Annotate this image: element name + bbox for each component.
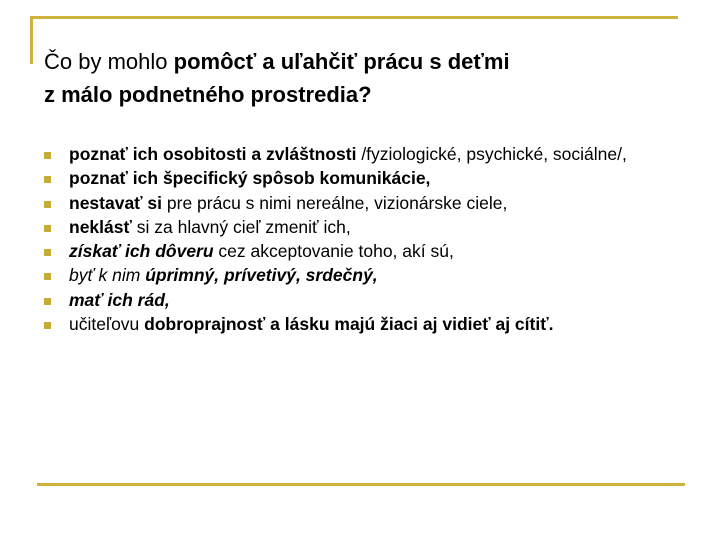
bullet-text: cez akceptovanie toho, akí sú, [213, 241, 454, 262]
bullet-item [44, 289, 684, 312]
bullet-text: dobroprajnosť a lásku majú žiaci aj vidieť aj cítiť. [144, 314, 554, 335]
bullet-text: získať ich dôveru [69, 241, 214, 262]
bullet-text: pre prácu s nimi nereálne, vizionárske ciele, [162, 192, 508, 213]
bullet-text: neklásť [69, 216, 132, 237]
bullet-text: nestavať si [69, 192, 163, 213]
slide-title-emphasis: pomôcť a uľahčiť prácu s deťmi [173, 49, 510, 74]
frame-top-rule [30, 16, 678, 19]
slide-title-line-2: z málo podnetného prostredia? [44, 82, 372, 107]
bullet-text: mať ich rád, [69, 289, 170, 310]
bullet-text: poznať ich špecifický spôsob komunikácie, [69, 168, 431, 189]
bullet-square-icon [44, 152, 51, 159]
bullet-square-icon [44, 201, 51, 208]
bullet-item [44, 216, 684, 239]
bullet-text: /fyziologické, psychické, sociálne/, [356, 144, 627, 164]
slide-title-prefix: Čo by mohlo [44, 49, 174, 74]
bullet-item [44, 192, 684, 215]
bullet-list [44, 143, 684, 337]
bullet-text: úprimný, prívetivý, srdečný, [145, 265, 378, 286]
bullet-square-icon [44, 225, 51, 232]
bullet-item [44, 264, 684, 287]
frame-left-rule [30, 16, 33, 64]
bullet-text: si za hlavný cieľ zmeniť ich, [131, 216, 351, 237]
bullet-text: poznať ich osobitosti a zvláštnosti [69, 144, 357, 164]
bullet-item [44, 143, 684, 166]
bullet-square-icon [44, 249, 51, 256]
bullet-item [44, 167, 684, 190]
bullet-text: učiteľovu [69, 314, 145, 335]
slide-title-line-1 [44, 45, 684, 78]
bullet-square-icon [44, 298, 51, 305]
bullet-item [44, 240, 684, 263]
bullet-square-icon [44, 176, 51, 183]
slide-title [44, 45, 684, 111]
bullet-item [44, 313, 684, 336]
bullet-square-icon [44, 322, 51, 329]
frame-bottom-rule [37, 483, 685, 486]
bullet-square-icon [44, 273, 51, 280]
bullet-text: byť k nim [69, 265, 146, 286]
